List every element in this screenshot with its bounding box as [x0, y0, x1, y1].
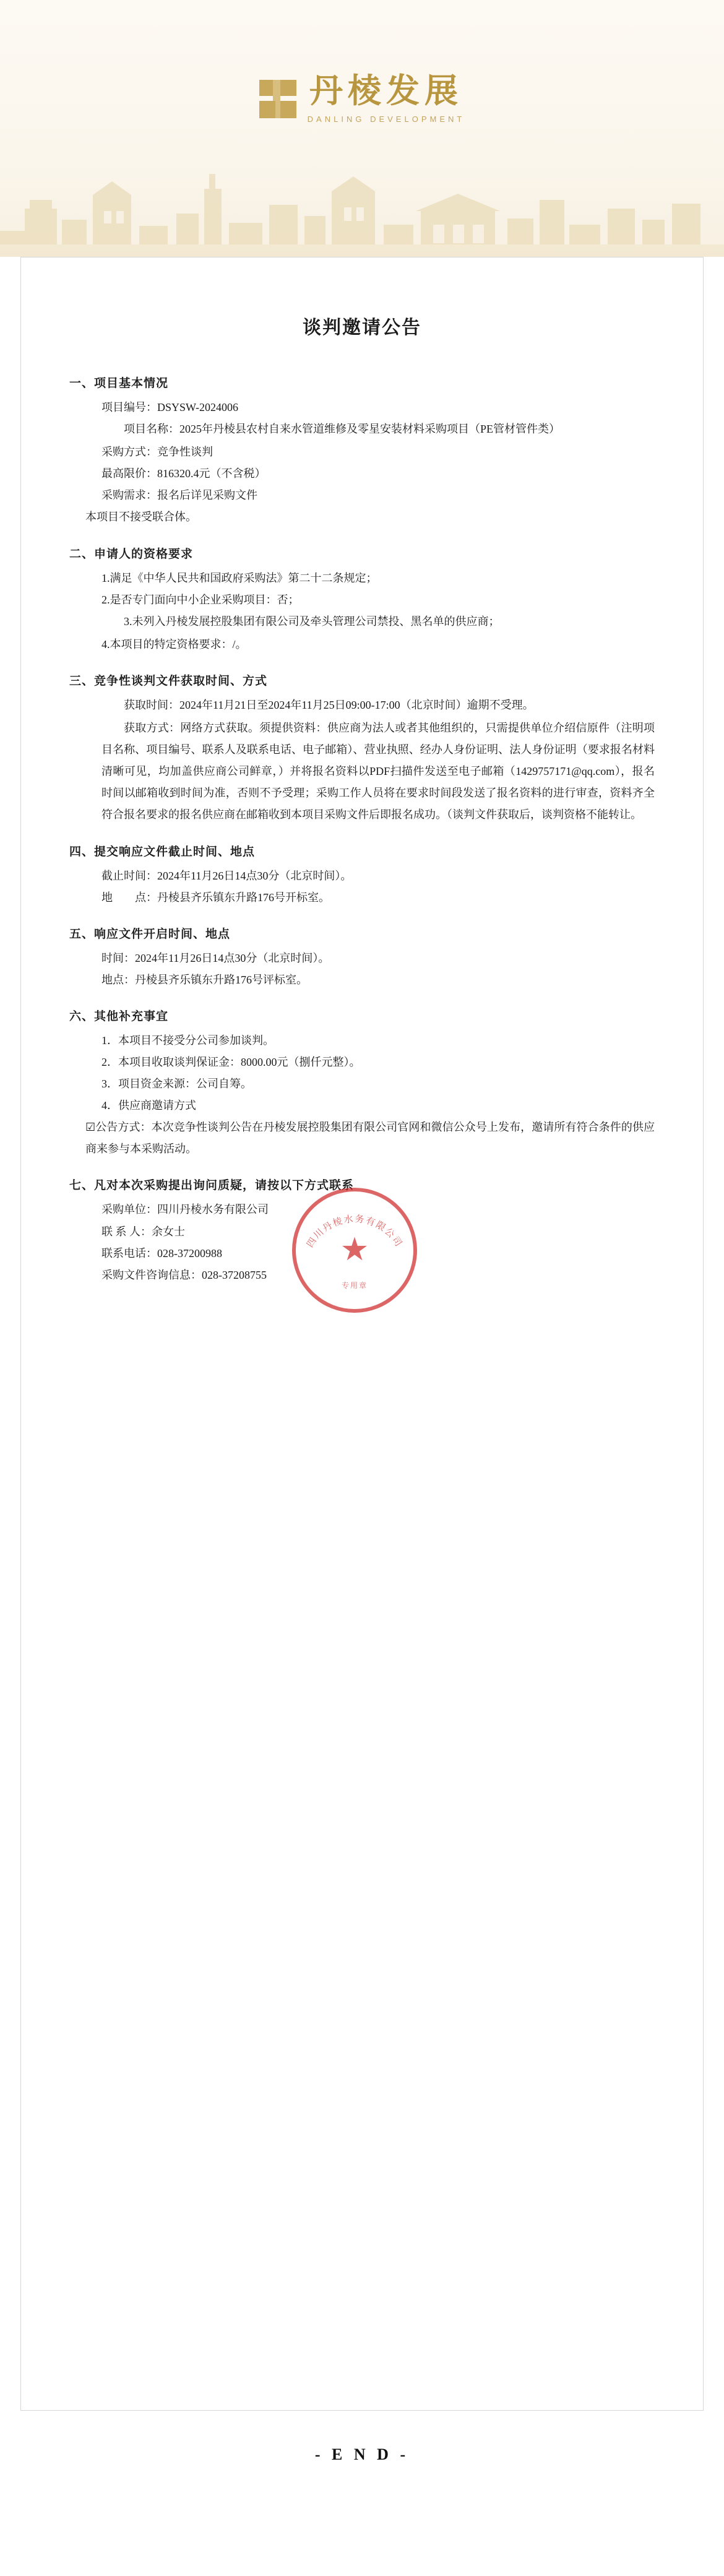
document-consult-phone: 采购文件咨询信息：028-37208755 [101, 1268, 267, 1281]
project-name: 项目名称：2025年丹棱县农村自来水管道维修及零星安装材料采购项目（PE管材管件类） [124, 423, 561, 436]
qualification-item-2: 2.是否专门面向中小企业采购项目：否； [101, 593, 300, 606]
other-item-3: 3．项目资金来源：公司自筹。 [101, 1078, 252, 1091]
document-acquire-time: 获取时间：2024年11月21日至2024年11月25日09:00-17:00（北京时间）逾期不受理。 [124, 698, 534, 711]
procurement-requirement: 采购需求：报名后详见采购文件 [101, 489, 257, 502]
project-number: 项目编号：DSYSW-2024006 [101, 401, 239, 413]
max-price: 最高限价：816320.4元（不含税） [101, 467, 266, 480]
section-heading-4: 四、提交响应文件截止时间、地点 [69, 845, 256, 858]
announcement-method-note: ☑公告方式：本次竞争性谈判公告在丹棱发展控股集团有限公司官网和微信公众号上发布，邀请所有符合条件的供应商来参与本采购活动。 [85, 1121, 655, 1156]
submission-location: 地 点：丹棱县齐乐镇东升路176号开标室。 [101, 891, 330, 904]
page-header-banner [0, 0, 724, 257]
submission-deadline: 截止时间：2024年11月26日14点30分（北京时间）。 [101, 869, 352, 882]
contact-block [69, 1199, 655, 1290]
section-heading-7: 七、凡对本次采购提出询问质疑，请按以下方式联系 [69, 1179, 355, 1193]
no-consortium-note: 本项目不接受联合体。 [85, 511, 197, 524]
other-item-4: 4．供应商邀请方式 [101, 1099, 196, 1112]
section-heading-2: 二、申请人的资格要求 [69, 547, 194, 561]
contact-person: 联 系 人：余女士 [101, 1225, 185, 1238]
section-heading-1: 一、项目基本情况 [69, 377, 169, 390]
brand-logo [0, 74, 724, 123]
qualification-item-4: 4.本项目的特定资格要求：/。 [101, 638, 247, 650]
danling-square-logo-icon [259, 80, 296, 118]
seal-star-icon: ★ [340, 1232, 369, 1268]
purchasing-unit: 采购单位：四川丹棱水务有限公司 [101, 1203, 269, 1216]
seal-bottom-text: 专用章 [341, 1281, 368, 1290]
page-title: 谈判邀请公告 [303, 318, 421, 338]
other-item-2: 2．本项目收取谈判保证金：8000.00元（捌仟元整）。 [101, 1055, 361, 1068]
seal-top-text: 四川丹棱水务有限公司 [305, 1214, 404, 1250]
section-heading-5: 五、响应文件开启时间、地点 [69, 927, 231, 941]
section-heading-3: 三、竞争性谈判文件获取时间、方式 [69, 674, 268, 688]
opening-location: 地点：丹棱县齐乐镇东升路176号评标室。 [101, 973, 308, 986]
section-heading-6: 六、其他补充事宜 [69, 1009, 169, 1023]
bottom-spacer [69, 1286, 655, 1428]
contact-phone: 联系电话：028-37200988 [101, 1247, 222, 1260]
qualification-item-3: 3.未列入丹棱发展控股集团有限公司及牵头管理公司禁投、黑名单的供应商； [124, 615, 500, 628]
opening-time: 时间：2024年11月26日14点30分（北京时间）。 [101, 951, 330, 964]
document-acquire-method: 获取方式：网络方式获取。须提供资料：供应商为法人或者其他组织的，只需提供单位介绍信原件（注明项目名称、项目编号、联系人及联系电话、电子邮箱）、营业执照、经办人身份证明、法人身份证明（要求报名材料清晰可见，均加盖供应商公司鲜章，）并将报名资料以PDF扫描件发送至电子邮箱（1429757171@qq.com），报名时间以邮箱收到时间为准，否则不予受理；采购工作人员将在要求时间段发送了报名资料的进行审查，资料齐全符合报名要求的报名供应商在邮箱收到本项目采购文件后即报名成功。（谈判文件获取后，谈判资格不能转让。 [101, 722, 655, 821]
skyline-illustration-icon [0, 152, 724, 257]
brand-name-en: DANLING DEVELOPMENT [307, 115, 465, 124]
brand-name-cn: 丹棱发展 [309, 72, 463, 110]
other-item-1: 1．本项目不接受分公司参加谈判。 [101, 1034, 274, 1047]
announcement-document [20, 257, 704, 2411]
procurement-method: 采购方式：竞争性谈判 [101, 446, 213, 459]
document-end-label: - E N D - [314, 2445, 410, 2463]
qualification-item-1: 1.满足《中华人民共和国政府采购法》第二十二条规定； [101, 571, 377, 584]
